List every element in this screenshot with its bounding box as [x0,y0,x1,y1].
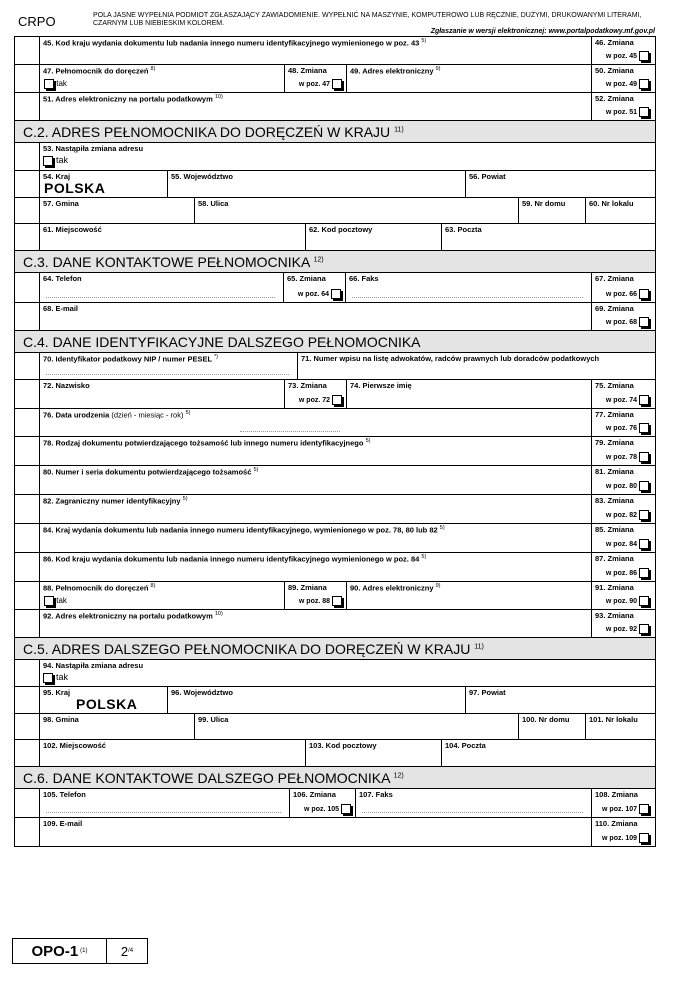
field-90[interactable]: 90. Adres elektroniczny $^{9)}$ [347,582,592,609]
header-eportal-note: Zgłaszanie w wersji elektronicznej: www.portalpodatkowy.mf.gov.pl [430,28,655,35]
change-108[interactable]: 108. Zmiana w poz. 107 [592,789,655,817]
field-68[interactable]: 68. E-mail [40,303,592,330]
footer-form-id: OPO-1 (1) [13,939,107,963]
change-52[interactable]: 52. Zmiana w poz. 51 [592,93,655,120]
field-70[interactable]: 70. Identyfikator podatkowy NIP / numer PESEL *) [40,353,298,379]
change-77[interactable]: 77. Zmiana w poz. 76 [592,409,655,436]
field-109[interactable]: 109. E-mail [40,818,592,846]
field-82[interactable]: 82. Zagraniczny numer identyfikacyjny $^{5)}$ [40,495,592,523]
checkbox-87[interactable] [639,568,649,578]
field-101[interactable]: 101. Nr lokalu [589,715,638,724]
section-c6-title: C.6. DANE KONTAKTOWE DALSZEGO PEŁNOMOCNIKA $^{12)}$ [15,767,655,789]
checkbox-93[interactable] [639,624,649,634]
field-102[interactable]: 102. Miejscowość [40,740,306,766]
field-86[interactable]: 86. Kod kraju wydania dokumentu lub nadania innego numeru identyfikacyjnego wymienionego w poz. 84 $^{5)}$ [40,553,592,581]
form-code: CRPO [18,14,56,29]
field-47[interactable]: 47. Pełnomocnik do doręczeń $^{8)}$ tak [40,65,285,92]
checkbox-94[interactable] [43,673,53,683]
field-66[interactable]: 66. Faks [346,273,592,302]
change-85[interactable]: 85. Zmiana w poz. 84 [592,524,655,552]
change-91[interactable]: 91. Zmiana w poz. 90 [592,582,655,609]
field-88[interactable]: 88. Pełnomocnik do doręczeń $^{8)}$ tak [40,582,285,609]
field-92[interactable]: 92. Adres elektroniczny na portalu podatkowym $^{10)}$ [40,610,592,637]
checkbox-53[interactable] [43,156,53,166]
field-98[interactable]: 98. Gmina [40,714,195,739]
field-107[interactable]: 107. Faks [356,789,592,817]
change-81[interactable]: 81. Zmiana w poz. 80 [592,466,655,494]
field-103[interactable]: 103. Kod pocztowy [306,740,442,766]
checkbox-50[interactable] [639,79,649,89]
change-106[interactable]: 106. Zmiana w poz. 105 [290,789,356,817]
field-55[interactable]: 55. Województwo [168,171,466,197]
change-79[interactable]: 79. Zmiana w poz. 78 [592,437,655,465]
field-72[interactable]: 72. Nazwisko [40,380,285,408]
change-69[interactable]: 69. Zmiana w poz. 68 [592,303,655,330]
checkbox-47[interactable] [44,79,54,89]
field-78[interactable]: 78. Rodzaj dokumentu potwierdzającego tożsamość lub innego numeru identyfikacyjnego $^{5)}$ [40,437,592,465]
change-75[interactable]: 75. Zmiana w poz. 74 [592,380,655,408]
field-54[interactable]: 54. Kraj POLSKA [40,171,168,197]
field-49[interactable]: 49. Adres elektroniczny $^{9)}$ [347,65,592,92]
checkbox-89[interactable] [332,596,342,606]
change-46[interactable]: 46. Zmiana w poz. 45 [592,37,655,64]
field-100[interactable]: 100. Nr domu [519,714,586,739]
footer-page-number: 2 /4 [120,943,134,959]
field-96[interactable]: 96. Województwo [168,687,466,713]
checkbox-67[interactable] [639,289,649,299]
field-105[interactable]: 105. Telefon [40,789,290,817]
field-76[interactable]: 76. Data urodzenia (dzień - miesiąc - rok) $^{5)}$ [40,409,592,436]
change-67[interactable]: 67. Zmiana w poz. 66 [592,273,655,302]
page-footer [12,938,148,964]
field-95[interactable]: 95. Kraj POLSKA [40,687,168,713]
field-62[interactable]: 62. Kod pocztowy [306,224,442,250]
checkbox-108[interactable] [639,804,649,814]
field-74[interactable]: 74. Pierwsze imię [347,380,592,408]
field-94[interactable]: 94. Nastąpiła zmiana adresu tak [43,661,144,682]
section-c4-title: C.4. DANE IDENTYFIKACYJNE DALSZEGO PEŁNOMOCNIKA [15,331,655,353]
field-80[interactable]: 80. Numer i seria dokumentu potwierdzającego tożsamość $^{5)}$ [40,466,592,494]
checkbox-106[interactable] [341,804,351,814]
checkbox-75[interactable] [639,395,649,405]
checkbox-65[interactable] [331,289,341,299]
field-97[interactable]: 97. Powiat [469,688,506,697]
field-51[interactable]: 51. Adres elektroniczny na portalu podatkowym $^{10)}$ [40,93,592,120]
change-93[interactable]: 93. Zmiana w poz. 92 [592,610,655,637]
checkbox-48[interactable] [332,79,342,89]
field-61[interactable]: 61. Miejscowość [40,224,306,250]
field-56[interactable]: 56. Powiat [469,172,506,181]
section-c5-title: C.5. ADRES DALSZEGO PEŁNOMOCNIKA DO DORĘCZEŃ W KRAJU $^{11)}$ [15,638,655,660]
change-48[interactable]: 48. Zmiana w poz. 47 [285,65,347,92]
checkbox-73[interactable] [332,395,342,405]
section-c3-title: C.3. DANE KONTAKTOWE PEŁNOMOCNIKA $^{12)}$ [15,251,655,273]
change-110[interactable]: 110. Zmiana w poz. 109 [592,818,655,846]
field-60[interactable]: 60. Nr lokalu [589,199,634,208]
field-99[interactable]: 99. Ulica [195,714,519,739]
checkbox-46[interactable] [639,51,649,61]
checkbox-77[interactable] [639,423,649,433]
field-63[interactable]: 63. Poczta [445,225,482,234]
checkbox-69[interactable] [639,317,649,327]
field-45[interactable]: 45. Kod kraju wydania dokumentu lub nadania innego numeru identyfikacyjnego wymienionego w poz. 43 $^{5)}$ [40,37,592,64]
change-89[interactable]: 89. Zmiana w poz. 88 [285,582,347,609]
checkbox-85[interactable] [639,539,649,549]
change-73[interactable]: 73. Zmiana w poz. 72 [285,380,347,408]
field-104[interactable]: 104. Poczta [445,741,486,750]
checkbox-79[interactable] [639,452,649,462]
change-50[interactable]: 50. Zmiana w poz. 49 [592,65,655,92]
change-83[interactable]: 83. Zmiana w poz. 82 [592,495,655,523]
field-59[interactable]: 59. Nr domu [519,198,586,223]
checkbox-110[interactable] [639,833,649,843]
field-53[interactable]: 53. Nastąpiła zmiana adresu tak [43,144,144,165]
field-64[interactable]: 64. Telefon [40,273,284,302]
field-57[interactable]: 57. Gmina [40,198,195,223]
change-65[interactable]: 65. Zmiana w poz. 64 [284,273,346,302]
header-instructions: POLA JASNE WYPEŁNIA PODMIOT ZGŁASZAJĄCY ZAWIADOMIENIE. WYPEŁNIĆ NA MASZYNIE, KOMPUTEROWO LUB RĘCZNIE, DUŻYMI, DRUKOWANYMI LITERAMI, CZARNYM LUB NIEBIESKIM KOLOREM. [93,12,642,27]
field-58[interactable]: 58. Ulica [195,198,519,223]
field-71[interactable]: 71. Numer wpisu na listę adwokatów, radców prawnych lub doradców podatkowych [301,354,600,363]
field-84[interactable]: 84. Kraj wydania dokumentu lub nadania innego numeru identyfikacyjnego, wymienionego w poz. 78, 80 lub 82 $^{5)}$ [40,524,592,552]
section-c2-title: C.2. ADRES PEŁNOMOCNIKA DO DORĘCZEŃ W KRAJU $^{11)}$ [15,121,655,143]
form-body [14,36,656,847]
checkbox-81[interactable] [639,481,649,491]
checkbox-88[interactable] [44,596,54,606]
checkbox-52[interactable] [639,107,649,117]
change-87[interactable]: 87. Zmiana w poz. 86 [592,553,655,581]
checkbox-83[interactable] [639,510,649,520]
checkbox-91[interactable] [639,596,649,606]
